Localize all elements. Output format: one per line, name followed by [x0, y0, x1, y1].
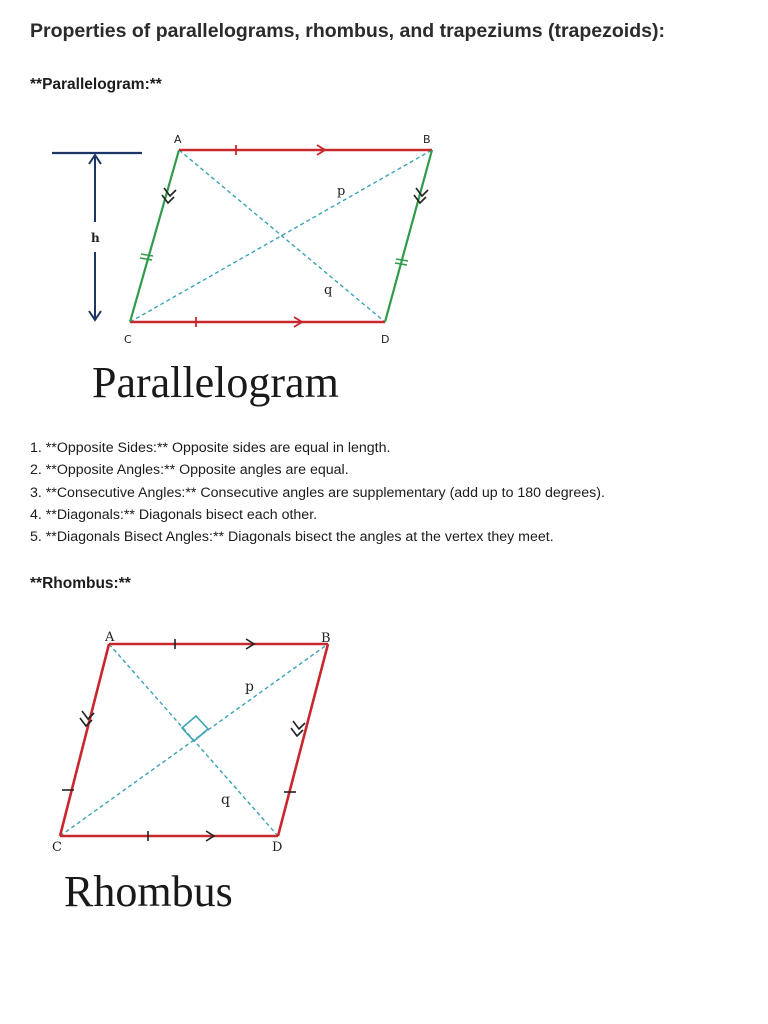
side-ac [130, 150, 179, 322]
rhombus-figure [0, 620, 768, 920]
parallelogram-figure [0, 120, 768, 420]
parallelogram-heading: **Parallelogram:** [30, 76, 162, 93]
vertex-a-label: A [174, 133, 182, 146]
vertex-a-label: A [105, 630, 115, 645]
vertex-b-label: B [423, 133, 431, 146]
side-bd [278, 644, 328, 836]
diagonal-p-label: p [245, 679, 254, 695]
vertex-c-label: C [124, 333, 132, 346]
rhombus-heading: **Rhombus:** [30, 575, 131, 592]
list-item: 1. **Opposite Sides:** Opposite sides are equal in length. [30, 440, 391, 456]
height-indicator [52, 153, 142, 320]
diagonal-q-label: q [221, 792, 230, 808]
list-item: 4. **Diagonals:** Diagonals bisect each other. [30, 506, 318, 523]
height-label: h [91, 231, 100, 245]
list-item: 2. **Opposite Angles:** Opposite angles are equal. [30, 462, 349, 479]
diagonal-p-label: p [337, 184, 346, 199]
side-bd [385, 150, 432, 322]
vertex-d-label: D [272, 840, 283, 855]
parallelogram-properties [30, 437, 605, 548]
diagonal-q-label: q [324, 283, 333, 298]
list-item: 5. **Diagonals Bisect Angles:** Diagonals bisect the angles at the vertex they meet. [30, 529, 554, 546]
rhombus-caption: Rhombus [64, 867, 233, 916]
page-title: Properties of parallelograms, rhombus, and trapeziums (trapezoids): [30, 20, 665, 42]
list-item: 3. **Consecutive Angles:** Consecutive angles are supplementary (add up to 180 degrees). [30, 484, 605, 501]
parallelogram-caption: Parallelogram [92, 358, 339, 407]
vertex-d-label: D [381, 333, 390, 346]
side-ac [60, 644, 109, 836]
vertex-b-label: B [321, 631, 331, 646]
diagonal-ad [179, 150, 385, 322]
vertex-c-label: C [52, 840, 62, 855]
